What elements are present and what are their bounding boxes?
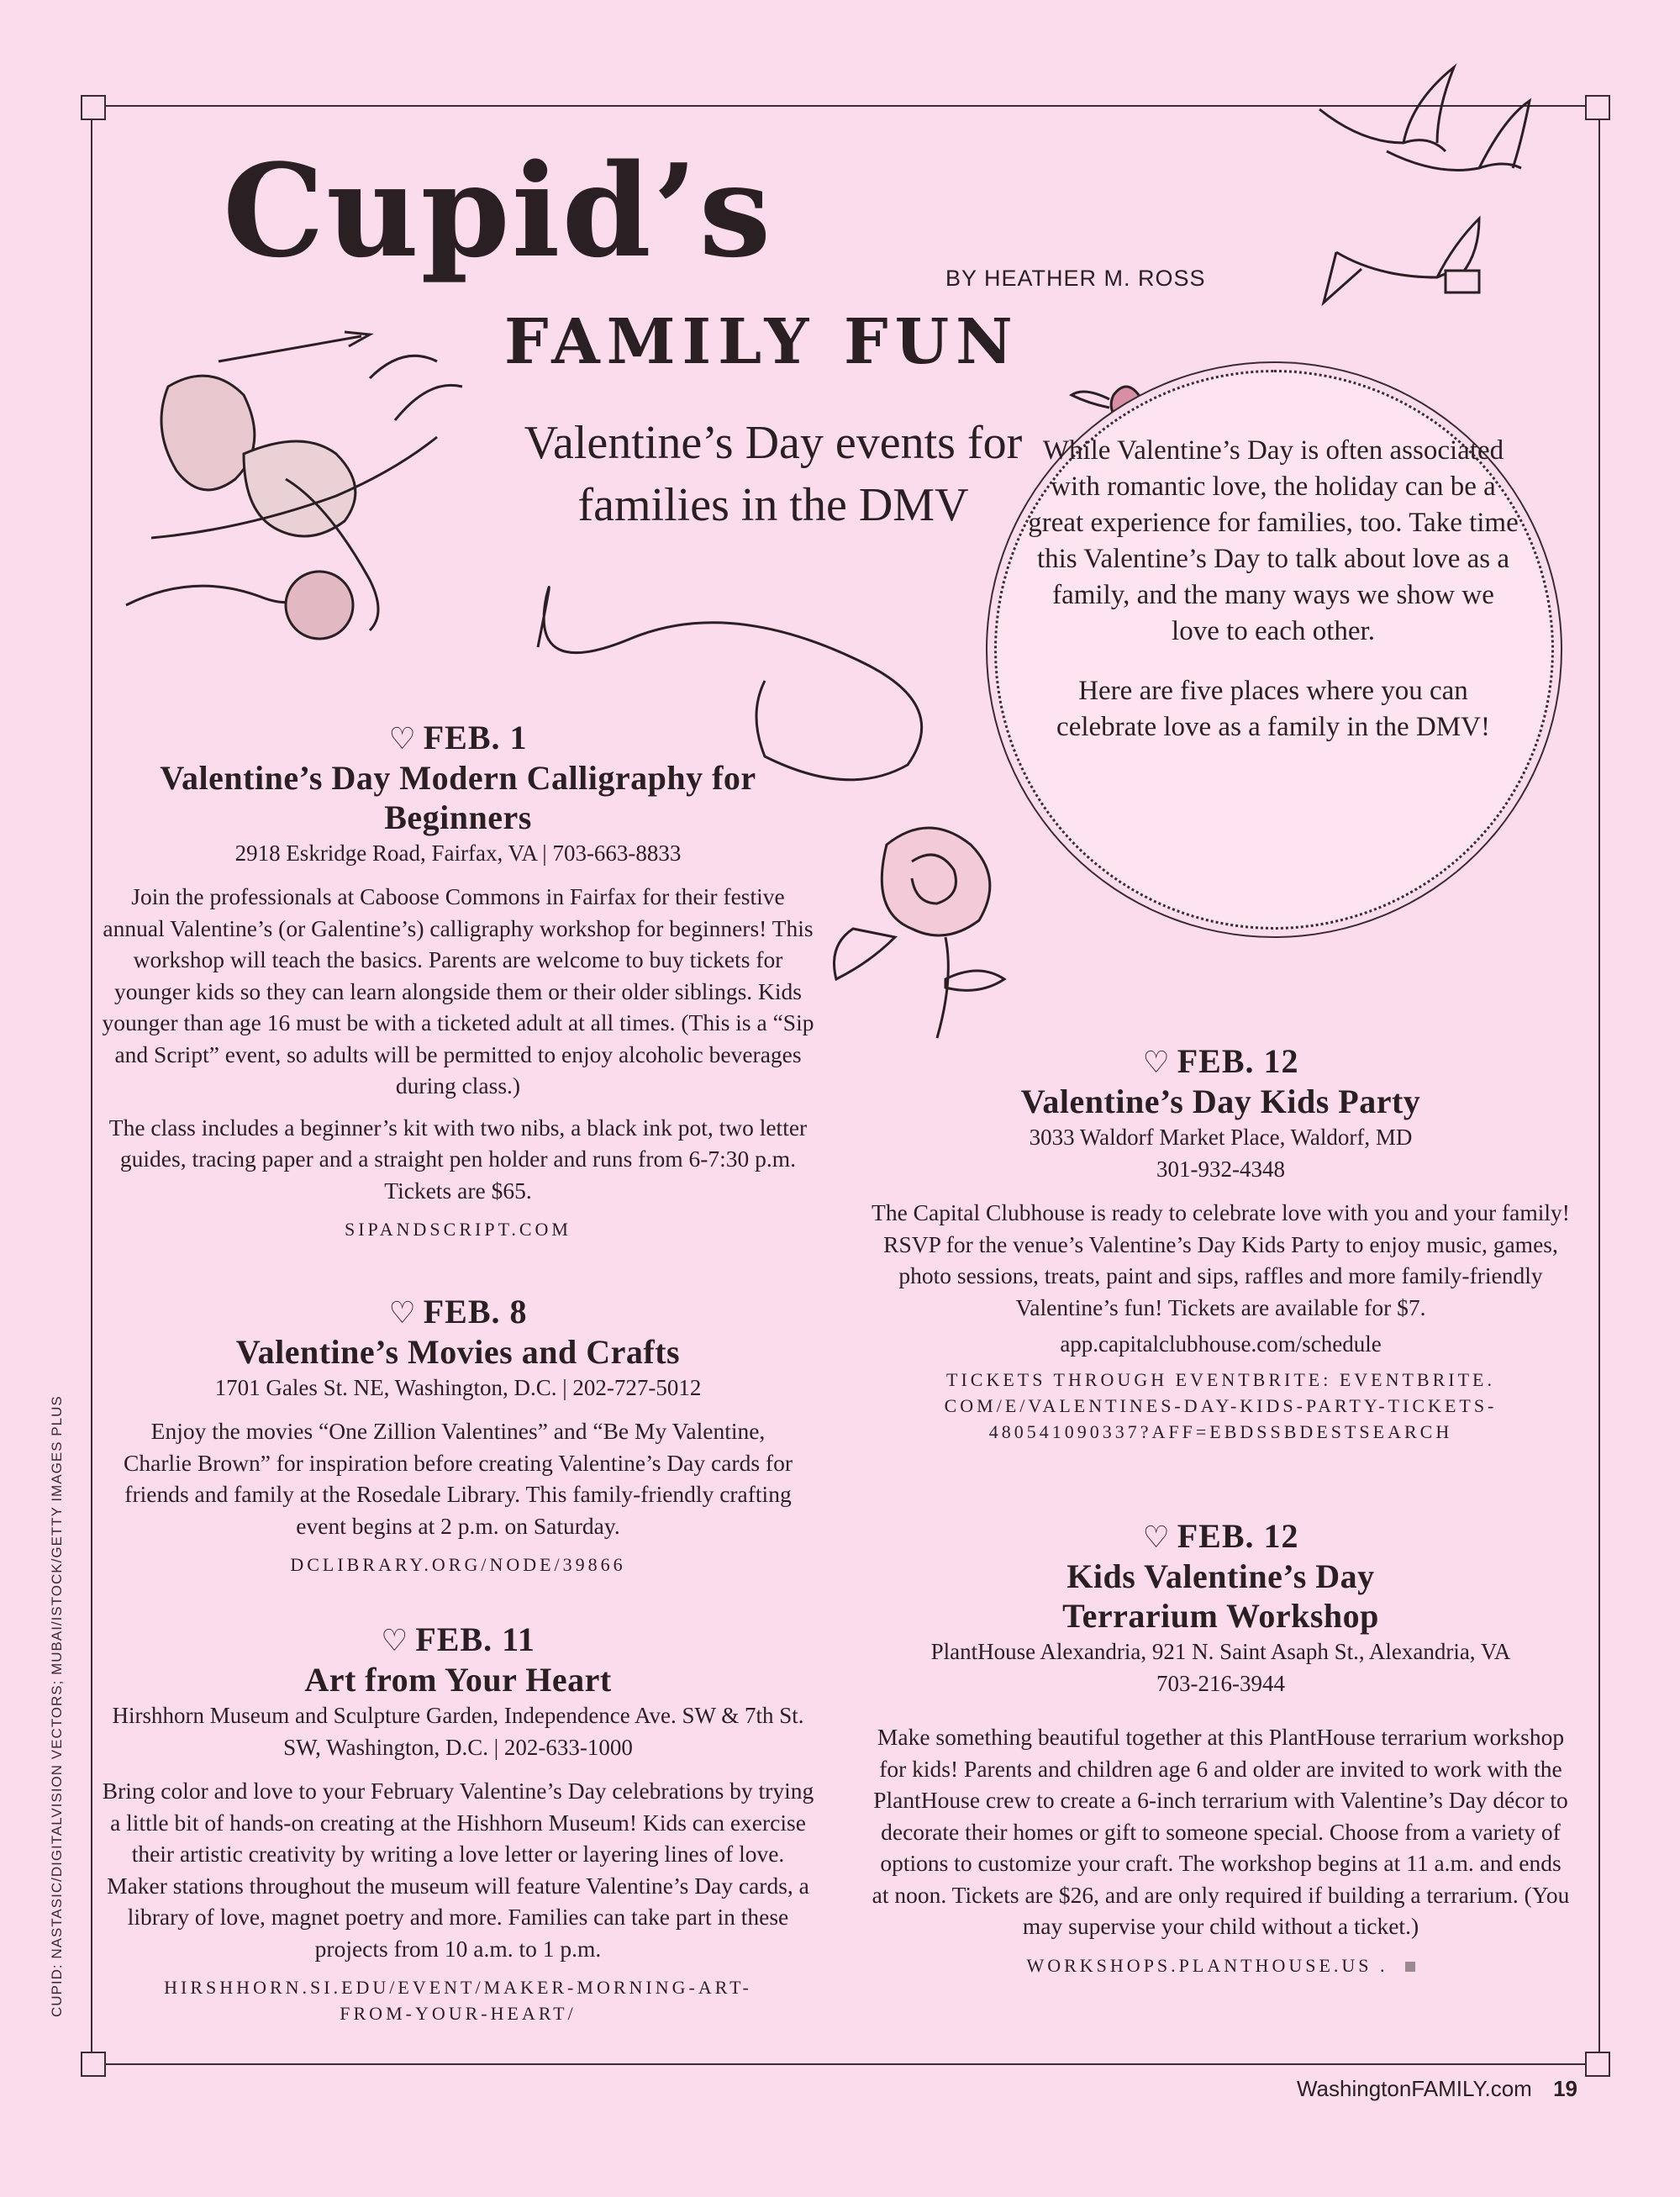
end-mark-icon bbox=[1405, 1962, 1415, 1972]
byline: BY HEATHER M. ROSS bbox=[945, 266, 1206, 291]
site-name: WashingtonFAMILY.com bbox=[1296, 2076, 1532, 2101]
event-description: Make something beautiful together at this PlantHouse terrarium workshop for kids! Parents and children age 6 and older are invited to work with the PlantHouse crew to create a 6-inch terrarium with Valentine’s Day décor to decorate their homes or gift to someone special. Choose from a variety of options to customize your craft. The workshop begins at 11 a.m. and ends at noon. Tickets are $26, and are only required if building a terrarium. (You may supervise your child without a ticket.) bbox=[872, 1724, 1570, 1939]
heart-icon: ♡ bbox=[381, 1624, 409, 1657]
page-footer bbox=[1297, 2076, 1577, 2102]
event-address: PlantHouse Alexandria, 921 N. Saint Asaph St., Alexandria, VA bbox=[930, 1639, 1511, 1664]
page-number: 19 bbox=[1553, 2076, 1577, 2101]
event-url[interactable]: app.capitalclubhouse.com/schedule bbox=[1060, 1331, 1382, 1357]
event-title: Kids Valentine’s Day Terrarium Workshop bbox=[1062, 1557, 1379, 1635]
frame-corner-ornament bbox=[1585, 95, 1610, 120]
birds-illustration bbox=[1311, 50, 1563, 319]
heart-icon: ♡ bbox=[388, 722, 417, 756]
frame-corner-ornament bbox=[81, 2052, 106, 2077]
heart-icon: ♡ bbox=[1142, 1520, 1171, 1554]
event-address: 2918 Eskridge Road, Fairfax, VA | 703-663-8833 bbox=[234, 840, 682, 866]
event-description: Join the professionals at Caboose Commons in Fairfax for their festive annual Valentine’s (or Galentine’s) calligraphy workshop for beginners! This workshop will teach the basics. Parents are welcome to buy tickets for younger kids so they can learn alongside them or their older siblings. Kids younger than age 16 must be with a ticketed adult at all times. (This is a “Sip and Script” event, so adults will be permitted to enjoy alcoholic beverages during class.) The class includes a beginner’s kit with two nibs, a black ink pot, two letter guides, tracing paper and a straight pen holder and runs from 6-7:30 p.m. Tickets are $65. bbox=[102, 883, 814, 1204]
event-description: The Capital Clubhouse is ready to celebrate love with you and your family! RSVP for the venue’s Valentine’s Day Kids Party to enjoy music, games, photo sessions, treats, paint and sips, raffles and more family-friendly Valentine’s fun! Tickets are available for $7. bbox=[872, 1199, 1570, 1320]
event-feb-11 bbox=[101, 1620, 815, 2026]
rose-illustration bbox=[819, 811, 1030, 1046]
intro-paragraph: While Valentine’s Day is often associated with romantic love, the holiday can be a great experience for families, too. Take time this Valentine’s Day to talk about love as a family, and the many ways we show we love to each other. bbox=[1028, 435, 1519, 646]
event-link[interactable]: DCLIBRARY.ORG/NODE/39866 bbox=[290, 1554, 626, 1575]
event-address: Hirshhorn Museum and Sculpture Garden, Independence Ave. SW & 7th St. SW, Washington, D.C. | 202-633-1000 bbox=[112, 1703, 804, 1760]
event-feb-12-party bbox=[870, 1042, 1572, 1445]
event-title: Art from Your Heart bbox=[304, 1661, 612, 1699]
event-date: ♡ FEB. 12 bbox=[1142, 1042, 1299, 1080]
event-link[interactable]: WORKSHOPS.PLANTHOUSE.US . bbox=[870, 1952, 1572, 1978]
heart-icon: ♡ bbox=[1142, 1046, 1171, 1079]
event-phone: 301-932-4348 bbox=[1156, 1156, 1285, 1182]
event-title: Valentine’s Movies and Crafts bbox=[235, 1333, 681, 1371]
event-title: Valentine’s Day Modern Calligraphy for Beginners bbox=[160, 759, 756, 836]
subtitle: Valentine’s Day events for families in the DMV bbox=[524, 417, 1023, 531]
frame-corner-ornament bbox=[81, 95, 106, 120]
photo-credit: CUPID: NASTASIC/DIGITALVISION VECTORS; MUBAI/ISTOCK/GETTY IMAGES PLUS bbox=[49, 1395, 65, 2017]
event-title: Valentine’s Day Kids Party bbox=[1020, 1083, 1421, 1120]
event-feb-12-terrarium bbox=[870, 1517, 1572, 1978]
event-phone: 703-216-3944 bbox=[1156, 1671, 1285, 1696]
intro-text bbox=[1025, 433, 1521, 769]
title-main: Cupid’s bbox=[223, 135, 773, 286]
event-address: 3033 Waldorf Market Place, Waldorf, MD bbox=[1029, 1125, 1413, 1150]
event-date: ♡ FEB. 8 bbox=[388, 1293, 528, 1330]
event-description: Enjoy the movies “One Zillion Valentines” and “Be My Valentine, Charlie Brown” for inspiration before creating Valentine’s Day cards for friends and family at the Rosedale Library. This family-friendly crafting event begins at 2 p.m. on Saturday. bbox=[124, 1418, 793, 1539]
cupid-illustration bbox=[118, 328, 479, 681]
event-feb-1 bbox=[101, 719, 815, 1242]
event-feb-8 bbox=[101, 1293, 815, 1578]
event-date: ♡ FEB. 1 bbox=[388, 719, 528, 756]
event-link[interactable]: SIPANDSCRIPT.COM bbox=[344, 1219, 571, 1240]
intro-paragraph: Here are five places where you can celebrate love as a family in the DMV! bbox=[1056, 676, 1490, 742]
title-sub: FAMILY FUN bbox=[504, 306, 1019, 378]
heart-icon: ♡ bbox=[388, 1296, 417, 1330]
event-address: 1701 Gales St. NE, Washington, D.C. | 202-727-5012 bbox=[214, 1375, 702, 1400]
frame-corner-ornament bbox=[1585, 2052, 1610, 2077]
event-link[interactable]: HIRSHHORN.SI.EDU/EVENT/MAKER-MORNING-ART-FROM-YOUR-HEART/ bbox=[164, 1977, 752, 2024]
event-description: Bring color and love to your February Valentine’s Day celebrations by trying a little bit of hands-on creating at the Hishhorn Museum! Kids can exercise their artistic creativity by writing a love letter or layering lines of love. Maker stations throughout the museum will feature Valentine’s Day cards, a library of love, magnet poetry and more. Families can take part in these projects from 10 a.m. to 1 p.m. bbox=[102, 1778, 814, 1962]
event-date: ♡ FEB. 12 bbox=[1142, 1517, 1299, 1555]
event-link[interactable]: TICKETS THROUGH EVENTBRITE: EVENTBRITE. COM/E/VALENTINES-DAY-KIDS-PARTY-TICKETS-480541090337?AFF=EBDSSBDESTSEARCH bbox=[944, 1369, 1498, 1442]
event-date: ♡ FEB. 11 bbox=[381, 1620, 535, 1658]
